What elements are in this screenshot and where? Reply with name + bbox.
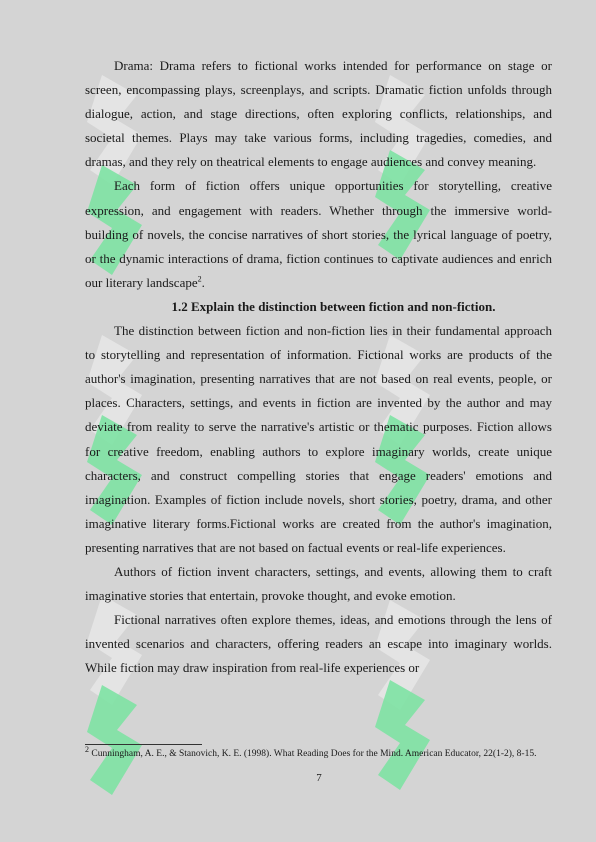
footnote-reference[interactable]: 2 bbox=[197, 274, 202, 284]
paragraph-distinction: The distinction between fiction and non-fiction lies in their fundamental approach to storytelling and representation of information. Fictional works are products of the author's imagination, presenting narratives that are not based on real events, people, or places. Characters, settings, and events in fiction are invented by the author and may deviate from reality to serve the narrative's artistic or thematic purposes. Fiction allows for creative freedom, enabling authors to explore imaginary worlds, create unique characters, and construct compelling stories that engage readers' emotions and imagination. Examples of fiction include novels, short stories, poetry, drama, and other imaginative literary forms.Fictional works are created from the author's imagination, presenting narratives that are not based on factual events or real-life experiences. bbox=[85, 323, 552, 555]
paragraph-narratives: Fictional narratives often explore themes, ideas, and emotions through the lens of invented scenarios and characters, offering readers an escape into imaginary worlds. While fiction may draw inspiration from real-life experiences or bbox=[85, 612, 552, 676]
paragraph-fiction-forms bbox=[85, 174, 552, 294]
paragraph-drama: Drama: Drama refers to fictional works intended for performance on stage or screen, encompassing plays, screenplays, and scripts. Dramatic fiction unfolds through dialogue, action, and stage directions, often exploring conflicts, relationships, and societal themes. Plays may take various forms, including tragedies, comedies, and dramas, and they rely on theatrical elements to engage audiences and convey meaning. bbox=[85, 58, 552, 170]
paragraph-end: . bbox=[201, 274, 205, 290]
paragraph-authors: Authors of fiction invent characters, settings, and events, allowing them to craft imaginative stories that entertain, provoke thought, and evoke emotion. bbox=[85, 563, 552, 604]
footnote bbox=[85, 744, 552, 761]
page-number: 7 bbox=[316, 772, 322, 784]
section-heading: 1.2 Explain the distinction between fiction and non-fiction. bbox=[171, 298, 496, 314]
footnote-number: 2 bbox=[85, 744, 89, 754]
footnote-divider bbox=[85, 744, 202, 745]
body-text bbox=[85, 54, 552, 680]
footnote-text: Cunningham, A. E., & Stanovich, K. E. (1998). What Reading Does for the Mind. American Educator, 22(1-2), 8-15. bbox=[91, 749, 537, 759]
paragraph-text: Each form of fiction offers unique opportunities for storytelling, creative expression, and engagement with readers. Whether through the immersive world-building of novels, the concise narratives of short stories, the lyrical language of poetry, or the dynamic interactions of drama, fiction continues to captivate audiences and enrich our literary landscape bbox=[85, 178, 552, 290]
